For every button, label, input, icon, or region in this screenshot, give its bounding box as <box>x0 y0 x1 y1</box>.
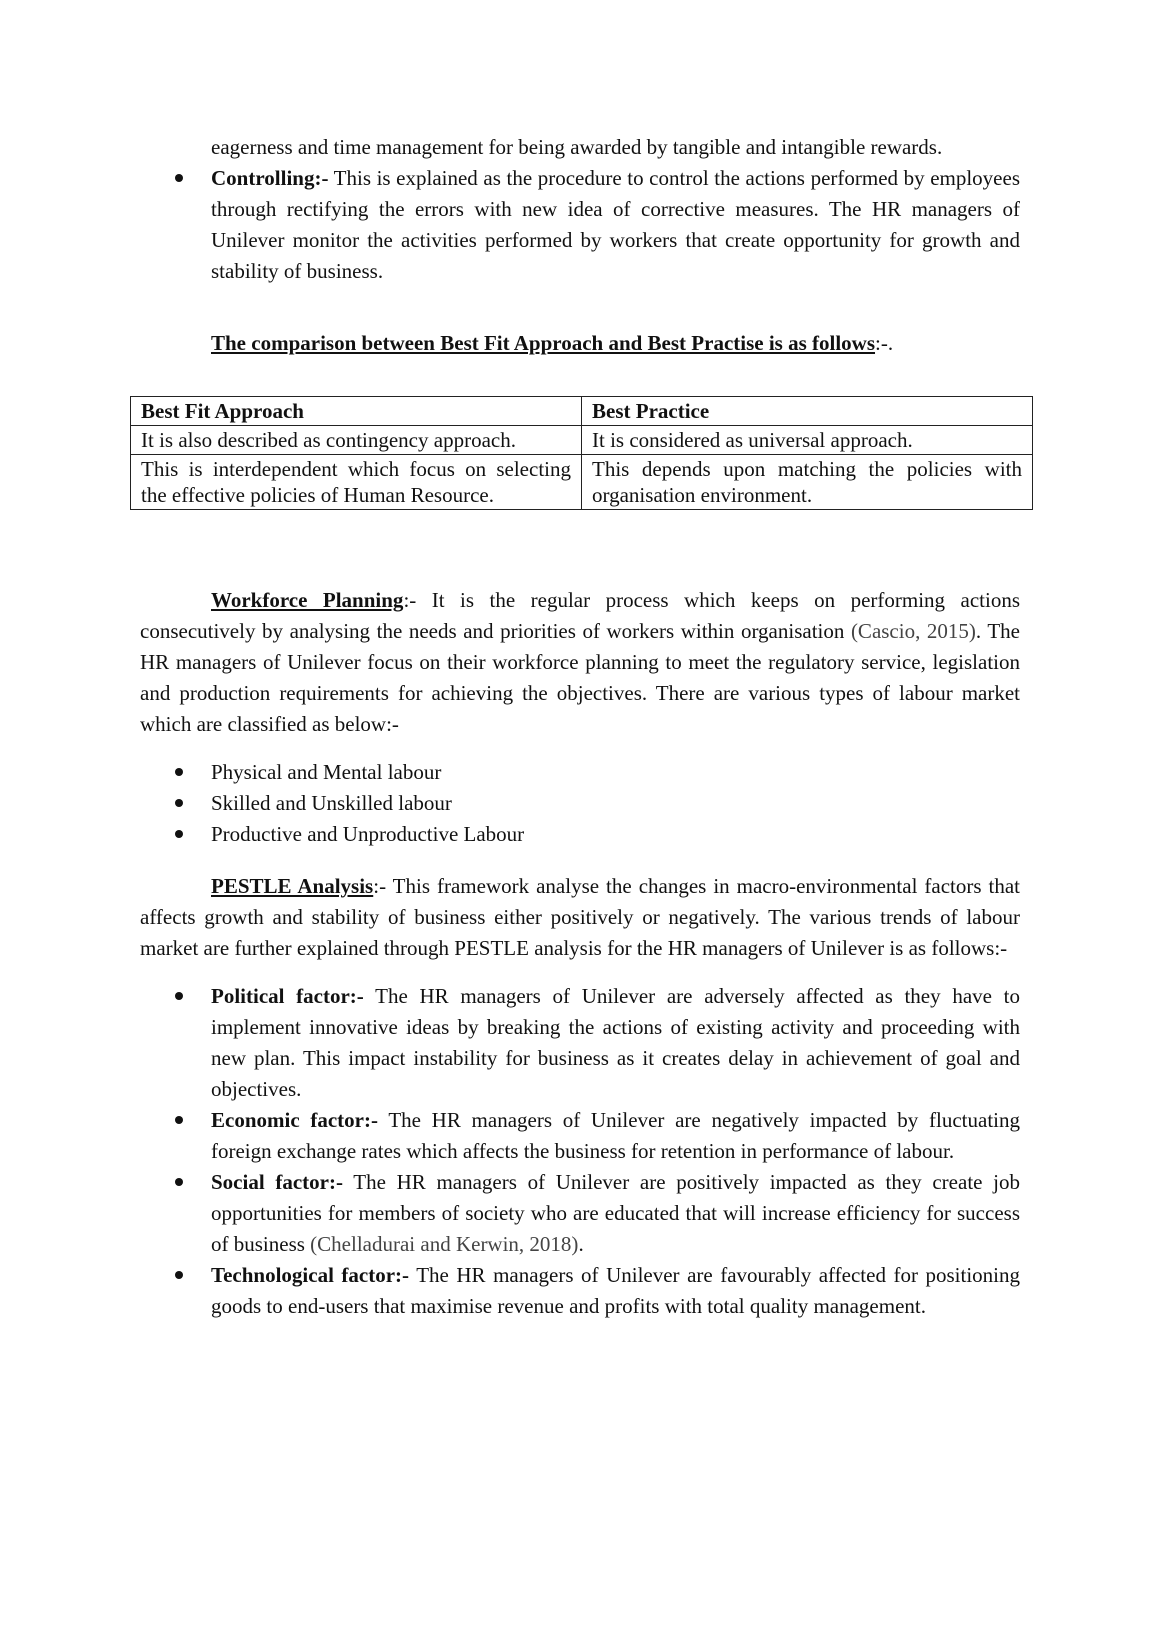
controlling-item <box>140 163 1020 287</box>
factor-item-economic <box>140 1105 1020 1167</box>
table-row <box>131 455 1033 510</box>
pestle-section <box>140 871 1020 1322</box>
comparison-suffix: :-. <box>875 331 894 355</box>
table-cell: This is interdependent which focus on selecting the effective policies of Human Resource. <box>131 455 582 510</box>
factor-text: The HR managers of Unilever are negatively impacted by fluctuating foreign exchange rates which affects the business for retention in performance of labour. <box>211 1108 1020 1163</box>
table-header-cell: Best Practice <box>582 397 1033 426</box>
list-item: Productive and Unproductive Labour <box>140 819 1020 850</box>
factor-item-social <box>140 1167 1020 1260</box>
continued-text-block <box>140 132 1020 287</box>
continued-paragraph: eagerness and time management for being awarded by tangible and intangible rewards. <box>211 135 943 159</box>
factor-text: The HR managers of Unilever are adversely affected as they have to implement innovative ideas by breaking the actions of existing activity and proceeding with new plan. This impact instability for business as it creates delay in achievement of goal and objectives. <box>211 984 1021 1101</box>
comparison-heading <box>140 328 1020 359</box>
workforce-sep: :- <box>403 588 417 612</box>
controlling-label: Controlling:- <box>211 166 329 190</box>
table-cell: This depends upon matching the policies with organisation environment. <box>582 455 1033 510</box>
factor-label: Technological factor:- <box>211 1263 410 1287</box>
factor-label: Economic factor:- <box>211 1108 378 1132</box>
list-item: Skilled and Unskilled labour <box>140 788 1020 819</box>
factor-text: The HR managers of Unilever are favourably affected for positioning goods to end-users that maximise revenue and profits with total quality management. <box>211 1263 1020 1318</box>
table-cell: It is considered as universal approach. <box>582 426 1033 455</box>
factor-citation: (Chelladurai and Kerwin, 2018) <box>310 1232 579 1256</box>
factors-list <box>140 981 1020 1322</box>
factor-text: The HR managers of Unilever are positively impacted as they create job opportunities for members of society who are educated that will increase efficiency for success of business <box>211 1170 1020 1256</box>
labour-types-list <box>140 757 1020 850</box>
table-header-row <box>131 397 1033 426</box>
pestle-title: PESTLE Analysis <box>211 874 374 898</box>
controlling-text: This is explained as the procedure to control the actions performed by employees through rectifying the errors with new idea of corrective measures. The HR managers of Unilever monitor the activities performed by workers that create opportunity for growth and stability of business. <box>211 166 1020 283</box>
comparison-title: The comparison between Best Fit Approach and Best Practise is as follows <box>211 331 876 355</box>
table-cell: It is also described as contingency approach. <box>131 426 582 455</box>
table-header-cell: Best Fit Approach <box>131 397 582 426</box>
workforce-text-end: . The HR managers of Unilever focus on their workforce planning to meet the regulatory service, legislation and production requirements for achieving the objectives. There are various types of labour market which are classified as below:- <box>140 619 1020 736</box>
controlling-list <box>140 163 1020 287</box>
workforce-title: Workforce Planning <box>211 588 404 612</box>
pestle-paragraph <box>140 871 1020 964</box>
factor-text-end: . <box>578 1232 584 1256</box>
workforce-citation: (Cascio, 2015) <box>850 619 976 643</box>
factor-label: Political factor:- <box>211 984 364 1008</box>
workforce-text: It is the regular process which keeps on performing actions consecutively by analysing the needs and priorities of workers within organisation <box>140 588 1021 643</box>
list-item: Physical and Mental labour <box>140 757 1020 788</box>
factor-label: Social factor:- <box>211 1170 343 1194</box>
comparison-table <box>130 396 1033 510</box>
factor-item-technological <box>140 1260 1020 1322</box>
workforce-section <box>140 585 1020 850</box>
table-row <box>131 426 1033 455</box>
pestle-text: This framework analyse the changes in macro-environmental factors that affects growth and stability of business either positively or negatively. The various trends of labour market are further explained through PESTLE analysis for the HR managers of Unilever is as follows:- <box>140 874 1021 960</box>
pestle-sep: :- <box>373 874 387 898</box>
factor-item-political <box>140 981 1020 1105</box>
workforce-paragraph <box>140 585 1020 740</box>
